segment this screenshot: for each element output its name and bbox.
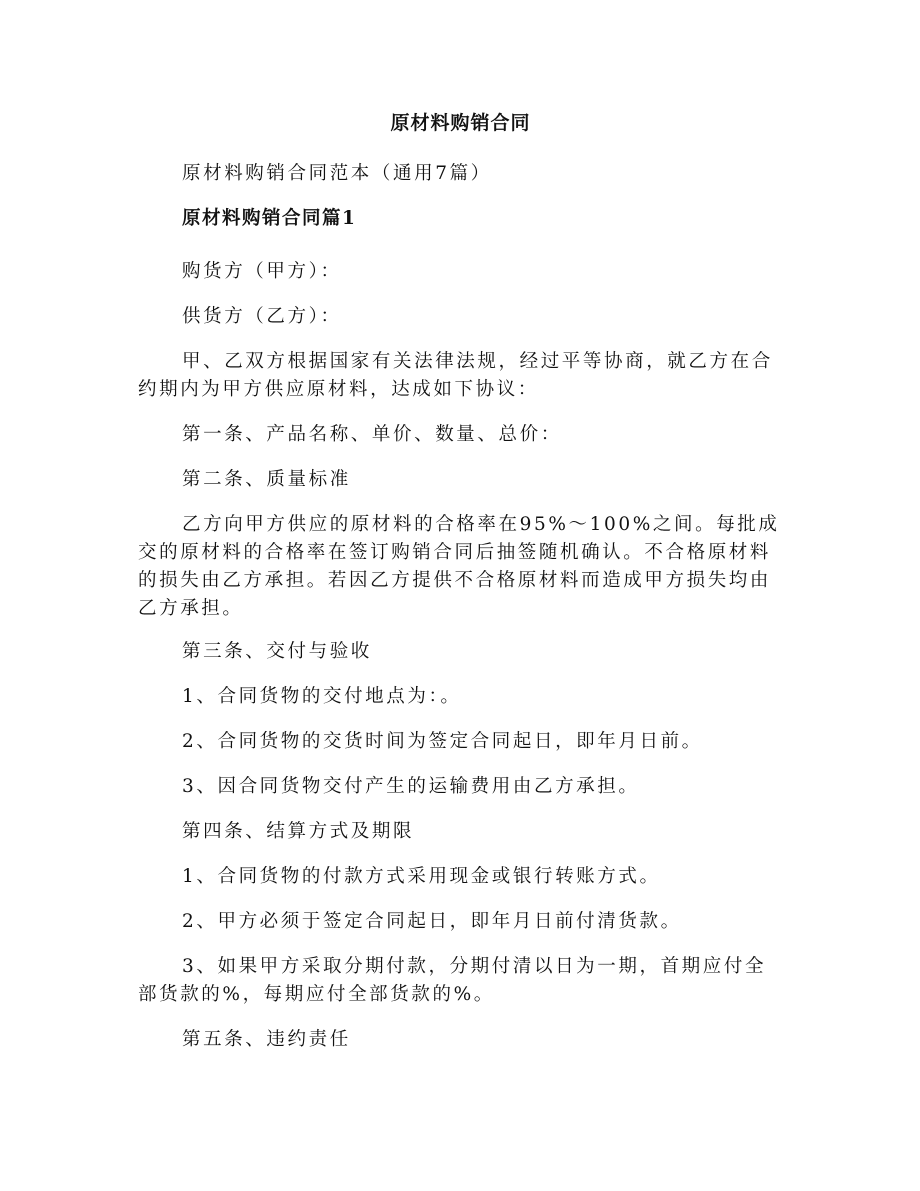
article-4-item-3: 3、如果甲方采取分期付款，分期付清以日为一期，首期应付全部货款的%，每期应付全部货款的%。	[138, 956, 767, 1005]
article-3-item-2: 2、合同货物的交货时间为签定合同起日，即年月日前。	[182, 731, 703, 752]
article-3-item-1: 1、合同货物的交付地点为：。	[182, 686, 462, 707]
article-2-body: 乙方向甲方供应的原材料的合格率在95%～100%之间。每批成交的原材料的合格率在签订购销合同后抽签随机确认。不合格原材料的损失由乙方承担。若因乙方提供不合格原材料而造成甲方损失均由乙方承担。	[138, 514, 780, 619]
article-5-heading: 第五条、违约责任	[182, 1029, 351, 1050]
article-3-heading: 第三条、交付与验收	[182, 641, 372, 662]
seller-line: 供货方（乙方）：	[182, 306, 342, 327]
article-1-heading: 第一条、产品名称、单价、数量、总价：	[182, 424, 562, 445]
article-4-heading: 第四条、结算方式及期限	[182, 821, 415, 842]
article-4-item-1: 1、合同货物的付款方式采用现金或银行转账方式。	[182, 866, 661, 887]
section-heading: 原材料购销合同篇1	[182, 208, 357, 229]
document-title: 原材料购销合同	[390, 112, 531, 134]
article-2-heading: 第二条、质量标准	[182, 469, 351, 490]
article-4-item-2: 2、甲方必须于签定合同起日，即年月日前付清货款。	[182, 911, 682, 932]
document-subtitle: 原材料购销合同范本（通用7篇）	[182, 163, 492, 184]
buyer-line: 购货方（甲方）：	[182, 261, 342, 282]
preamble-paragraph: 甲、乙双方根据国家有关法律法规，经过平等协商，就乙方在合约期内为甲方供应原材料，达成如下协议：	[138, 351, 773, 400]
article-3-item-3: 3、因合同货物交付产生的运输费用由乙方承担。	[182, 776, 640, 797]
